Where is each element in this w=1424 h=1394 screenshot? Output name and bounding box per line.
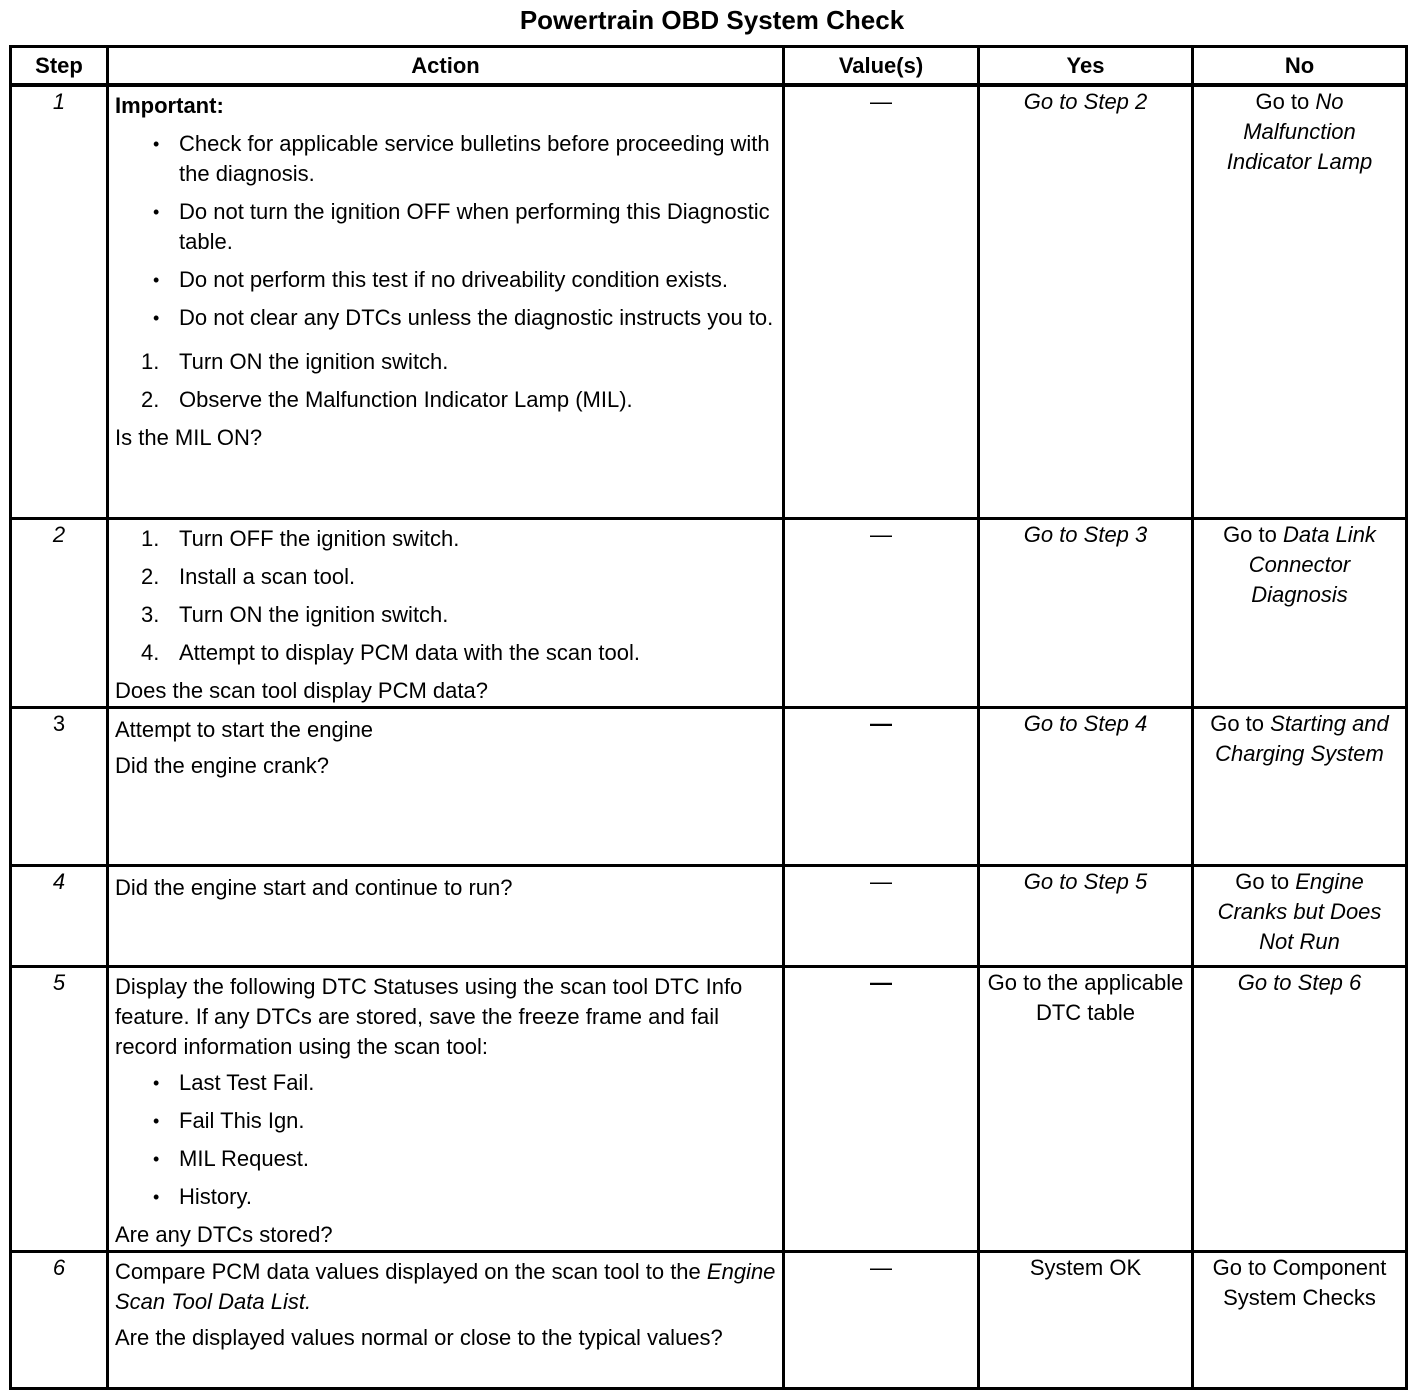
table-row [11,967,1407,1252]
header-row [11,47,1407,86]
data-list-link[interactable]: Engine Scan Tool Data List. [115,1259,776,1314]
yes-link[interactable]: Go to Step 3 [1023,522,1148,547]
no-prefix: Go to [1235,869,1296,894]
step-text: Turn OFF the ignition switch. [179,526,460,551]
step-text: Turn ON the ignition switch. [179,349,449,374]
important-label: Important: [115,93,224,118]
bullet-item: • Do not clear any DTCs unless the diagnostic instructs you to. [179,303,776,333]
no-link[interactable]: Starting and Charging System [1215,711,1389,766]
step-index: 4. [141,640,160,665]
numbered-step [141,638,776,668]
question-text: Are any DTCs stored? [115,1222,333,1247]
numbered-steps [115,524,776,668]
numbered-step [141,600,776,630]
action-text: Attempt to start the engine [115,717,374,742]
numbered-step [141,385,776,415]
step-text: Observe the Malfunction Indicator Lamp (MIL). [179,387,633,412]
table-row [11,866,1407,967]
no-cell [1193,519,1407,708]
no-prefix: Go to [1255,89,1316,114]
bullet-list [115,1068,776,1212]
bullet-item: • History. [179,1182,776,1212]
yes-cell [979,708,1193,866]
numbered-step [141,347,776,377]
numbered-step [141,524,776,554]
numbered-step [141,562,776,592]
step-text: Install a scan tool. [179,564,356,589]
action-text-prefix: Compare PCM data values displayed on the scan tool to the [115,1259,707,1284]
header-values: Value(s) [784,47,979,86]
yes-text: System OK [1029,1255,1142,1280]
bullet-item: • MIL Request. [179,1144,776,1174]
no-cell [1193,708,1407,866]
no-cell [1193,85,1407,519]
header-action: Action [108,47,784,86]
value-cell [784,708,979,866]
step-text: Turn ON the ignition switch. [179,602,449,627]
yes-link[interactable]: Go to Step 4 [1023,711,1148,736]
step-index: 1. [141,349,160,374]
table-row [11,85,1407,519]
action-text [115,1257,776,1317]
table-row [11,519,1407,708]
step-index: 1. [141,526,160,551]
step-number: 6 [11,1252,108,1389]
value-text: — [870,869,892,894]
action-text: Display the following DTC Statuses using the scan tool DTC Info feature. If any DTCs are stored, save the freeze frame and fail record information using the scan tool: [115,974,743,1059]
page-title: Powertrain OBD System Check [519,5,905,35]
table-row [11,1252,1407,1389]
value-cell [784,967,979,1252]
step-number: 2 [11,519,108,708]
action-cell [108,85,784,519]
bullet-item: • Last Test Fail. [179,1068,776,1098]
value-cell [784,519,979,708]
value-text: — [870,89,892,114]
value-cell [784,85,979,519]
yes-cell [979,519,1193,708]
step-text: Attempt to display PCM data with the scan tool. [179,640,641,665]
value-cell [784,866,979,967]
action-cell [108,708,784,866]
question-text: Did the engine start and continue to run? [115,875,513,900]
action-cell [108,866,784,967]
action-cell [108,519,784,708]
no-link[interactable]: Data Link Connector Diagnosis [1248,522,1376,607]
header-step: Step [11,47,108,86]
step-number: 4 [11,866,108,967]
yes-cell [979,85,1193,519]
yes-cell [979,967,1193,1252]
value-text: — [870,711,892,736]
question-text: Did the engine crank? [115,753,330,778]
yes-link[interactable]: Go to Step 5 [1023,869,1148,894]
header-yes: Yes [979,47,1193,86]
no-prefix: Go to [1223,522,1283,547]
bullet-item: • Fail This Ign. [179,1106,776,1136]
step-index: 2. [141,564,160,589]
value-cell [784,1252,979,1389]
question-text: Does the scan tool display PCM data? [115,678,488,703]
no-link[interactable]: Engine Cranks but Does Not Run [1217,869,1382,954]
value-text: — [870,970,892,995]
no-text[interactable]: Go to Component System Checks [1212,1255,1387,1310]
no-link[interactable]: No Malfunction Indicator Lamp [1226,89,1373,174]
bullet-item: • Do not turn the ignition OFF when performing this Diagnostic table. [179,197,776,257]
table-row [11,708,1407,866]
numbered-steps [115,347,776,415]
header-no: No [1193,47,1407,86]
bullet-list [115,129,776,333]
no-cell [1193,1252,1407,1389]
step-number: 3 [11,708,108,866]
step-number: 5 [11,967,108,1252]
step-index: 2. [141,387,160,412]
question-text: Is the MIL ON? [115,425,263,450]
step-number: 1 [11,85,108,519]
bullet-item: • Check for applicable service bulletins before proceeding with the diagnosis. [179,129,776,189]
no-prefix: Go to [1210,711,1271,736]
action-cell [108,967,784,1252]
no-cell [1193,866,1407,967]
bullet-item: • Do not perform this test if no driveability condition exists. [179,265,776,295]
yes-cell [979,866,1193,967]
yes-text[interactable]: Go to the applicable DTC table [987,970,1184,1025]
no-link[interactable]: Go to Step 6 [1237,970,1362,995]
value-text: — [870,1255,892,1280]
step-index: 3. [141,602,160,627]
yes-link[interactable]: Go to Step 2 [1023,89,1148,114]
no-cell [1193,967,1407,1252]
yes-cell [979,1252,1193,1389]
value-text: — [870,522,892,547]
action-cell [108,1252,784,1389]
diagnostic-table [9,45,1408,1390]
question-text: Are the displayed values normal or close to the typical values? [115,1325,723,1350]
